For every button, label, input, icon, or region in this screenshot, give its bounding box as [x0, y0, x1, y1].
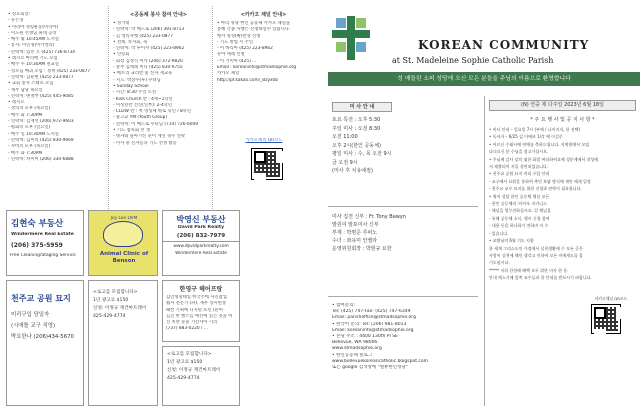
ad-cemetery-title: 천주교 공원 묘지: [11, 294, 71, 303]
announcement-line: • 영어 성당 한인 공동체 채널 모든: [489, 193, 550, 199]
service-line: - Kids Church 반 : 4세~1학년: [113, 96, 173, 102]
ad-slot-line: <로고를 모집합니다>: [93, 290, 138, 295]
service-line: - 회장 김정석 미카 (206) 372-9820: [113, 58, 183, 64]
ad-slot-line: 425-429-4774: [167, 376, 200, 381]
announcement-line: • 교황님의 6월 기도 지향: [489, 238, 534, 244]
contact-line: Bellevue, WA 98006: [332, 340, 378, 346]
clergy-line: 부제 : 박명준 루퍼노: [332, 230, 378, 236]
mass-line: 주일 미사 : 오전 8:30: [332, 125, 381, 132]
ad-slot-1[interactable]: [88, 280, 158, 406]
kakao-line: Email : koreaninfo@stmadsophie.org: [217, 65, 297, 71]
announcement-line: • 주님께 감사 강의 염한 화멀 여러하여요에 성분게에서 작성에: [489, 156, 599, 162]
announcement-line: - 채널을 업무진하십시요. 일 채널을: [489, 208, 551, 214]
group-line: • 미리아 성령운동(미리아): [8, 24, 59, 30]
group-line: - 정의의 모후 (목요일): [8, 106, 51, 112]
group-line: - 연락처: 차미미 (206) 330-6888: [8, 156, 74, 162]
service-line: - 총무 김세레 미디 (425) 830-9755: [113, 65, 183, 71]
service-line: • 메트리 교리반 및 신자 재교육: [113, 71, 173, 77]
kakao-line: 통해 각종 사행은 신청하실수 있습니다.: [217, 27, 291, 33]
banner-title-2: at St. Madeleine Sophie Catholic Parish: [392, 56, 554, 65]
kakao-line: - 기도 방법 시 주일: [217, 39, 254, 45]
announcement-line: 다녀오신 분 수님을 참고가십시오.: [489, 149, 549, 155]
group-line: - 매주 월 10:45AM 도서실: [8, 37, 59, 43]
ad-hair-line: 김만정형태입 한국주에 사진잡업: [166, 295, 227, 300]
announcement-line: - 있습니다.: [489, 230, 509, 236]
group-line: - 연락처: 임민 오 (425) 736-8734: [8, 49, 75, 55]
announcement-line: ***** 저희 한성에 혜택 모두 위한 미사 한 분.: [489, 267, 569, 273]
clinic-doctor: Joy Lee DVM: [110, 216, 138, 221]
ad-animal-clinic[interactable]: [88, 210, 158, 276]
cross-logo-icon: [332, 16, 370, 60]
announcement-line: 서 제출되어 지킬 성인되었습니다.: [489, 164, 549, 170]
ad-slot-2[interactable]: [162, 346, 240, 406]
mass-line: 평일 미사 : 수, 목 오전 9시: [332, 151, 392, 157]
clergy-line: 운영위원회장 : 박현규 요한: [332, 246, 392, 252]
contact-line: 또는 google 검색창에 "벨뷰한인성당": [332, 365, 408, 371]
service-line: - 김 엘리자벳 (425) 233-0877: [113, 33, 174, 39]
mass-line: (미사 후 치유예절): [332, 168, 373, 174]
ad-hair-salon[interactable]: [162, 280, 240, 342]
kakao-qr-code[interactable]: [251, 148, 283, 180]
ad-park-realty[interactable]: [162, 210, 240, 276]
ad-slot-line: 신청: 이정규 재건마트레이: [93, 306, 147, 311]
ad-cemetery-line: 미리구입 당일자: [11, 312, 50, 318]
group-line: - 연락처: 김미라 (425) 830-9669: [8, 137, 74, 143]
service-line: - 병자와 돌아가신 분이 계신 경우 연락: [113, 134, 186, 140]
ad-slot-line: <로고를 모집합니다>: [167, 352, 212, 357]
group-line: - 미도원 선생님 휴대 공의: [8, 30, 57, 36]
group-line: • 성모회장:: [8, 12, 30, 17]
ad-hair-line: (737) 883-0220 / ...: [166, 326, 208, 332]
ad-cemetery-line: 박요한나 (206)434-5670: [11, 334, 74, 340]
ad-hair-line: 산 치란 눈물 기간사이 기리: [166, 320, 218, 326]
service-line: - 연락처: 이 베드로 수녀님 (714) 726-6009: [113, 121, 198, 127]
contact-line: • 본당 주소 : 4400 130th Pl SE: [332, 334, 398, 340]
ad-kim-line: Free Cleaning/Staging Service: [10, 253, 76, 259]
clergy-line: 발원여 말포미사 신부: [332, 222, 379, 228]
banner: [328, 6, 640, 90]
group-line: - 자비의 모후 (목요일): [8, 144, 51, 150]
mass-line: 오전 11:00: [332, 134, 358, 140]
mass-line: 오후 2시(한인 공동체): [332, 142, 381, 149]
announcement-line: - 교구에서 묘원을 통하여 추민 보답 방식에 제안 에게 일정: [489, 178, 591, 184]
service-line: - 지도: 박상수(루) 수녀님: [113, 77, 161, 83]
group-line: - 매주 화 7:30PM: [8, 150, 43, 156]
clergy-line: 미사 집전 신부 : Fr. Tony Bawyn: [332, 214, 407, 220]
kakao-line: 유아 세례 신청: [217, 52, 245, 58]
announcement-line: • 미사 안내 – 일요일 7시 (부에 / 나이지지, 한 선택): [489, 127, 581, 132]
group-line: - 연락처: 김재선 (206) 972-9603: [8, 119, 74, 125]
announcements: [484, 96, 640, 406]
contact-line: Email: koreaninfo@stmadsophie.org: [332, 327, 414, 333]
announcement-line: 사람이 실천에 해인 생각고 인하여 모든 이에게도를 몸: [489, 252, 583, 258]
bulletin-date: (N) 연중 제 다주일 2023년 6월 18일: [489, 100, 636, 111]
right-half: [328, 6, 640, 408]
group-line: - 연락처: 김순현 (425) 233-0877: [8, 74, 74, 80]
kakao-line: 카카오 채널: [217, 71, 240, 77]
ad-cemetery-line: (시애틀 교구 직영): [11, 323, 56, 329]
service-line: - 미성년반 견진(일부): 2-4학년: [113, 102, 172, 108]
group-line: • 레지오: [8, 100, 25, 106]
announcement-line: • 어르신 수태시에 연예를 축하드립니다. 지역원에서 모임: [489, 141, 590, 147]
service-line: • 연령회: [113, 52, 130, 58]
ad-kim-realestate[interactable]: [6, 210, 84, 276]
service-line: • 전례, 복사회, 독: [113, 39, 148, 45]
contact-line: • 참여문의:: [332, 303, 355, 308]
announcement-line: 기도합시다.: [489, 260, 510, 266]
clergy-line: 수녀 : 좌유미 안젤라: [332, 238, 378, 244]
ad-park-sub: David Park Realty: [177, 225, 225, 230]
announcement-line: 안내 메스기에 앞쪽 교우들과 할 안내를 받으시기 바랍니다.: [489, 275, 592, 281]
announcement-line: 한 세계 그리스도인 가정에서 실천생활에 수 모든 곳은: [489, 245, 583, 251]
ad-hair-line: 김진 한 빨스를 에신에 있는 것을 여: [166, 313, 233, 319]
group-line: - 성모님 매괴 모임 : 정재 (425) 233-0877: [8, 68, 91, 74]
contact-line: www.stmadsophie.org: [332, 346, 382, 352]
group-line: - 재무 담당 목요일: [8, 87, 43, 93]
group-line: - 연락처: 변철부 (425) 445-9085: [8, 93, 74, 99]
ad-park-phone: (206) 832-7979: [176, 233, 226, 240]
mass-header: 미 사 안 내: [332, 102, 392, 112]
announcement-line: - 내용 등을 하나하기 전하며 자 수: [489, 223, 549, 229]
group-line: - 매주 일 10:30AM 도서실: [8, 131, 59, 137]
group-line: • 교회 봉사 스태프 모임: [8, 81, 54, 87]
banner-tagline: 성 매들린 소피 성당에 오신 모든 분들을 주님의 이름으로 환영합니다: [328, 72, 640, 86]
ad-hair-title: 한영구 헤어프랑: [179, 286, 223, 293]
group-line: • 레지오 마리애 기도 모임: [8, 56, 58, 62]
service-line: - 연락처: 박 루이사 (425) 223-8962: [113, 46, 185, 52]
banner-title-1: KOREAN COMMUNITY: [418, 38, 590, 52]
ad-slot-line: 1년 광고료 $150: [167, 360, 203, 365]
kakao-line: http://pf.kakao.com/_Bzyx0b: [217, 77, 278, 83]
service-line: - 중고교 YM (Youth Group): [113, 115, 168, 121]
contact-info: [328, 296, 478, 406]
mass-schedule: [328, 96, 478, 206]
ad-kim-sub: Windermere Real Estate: [11, 232, 74, 237]
service-line: - 시간: 8:30 주일 오전: [113, 90, 157, 96]
service-line: - 연락처: 박 베드로 (206) 391-8713: [113, 27, 185, 33]
service-header: <공동체 봉사 참여 안내>: [129, 12, 188, 18]
service-line: - 미사 중 신자들과 기도 선생 활동: [113, 140, 177, 146]
clergy-info: [328, 206, 478, 276]
ad-park-title: 박영신 부동산: [176, 215, 226, 224]
bulletin-qr-code[interactable]: [591, 304, 621, 334]
ad-slot-line: 신청: 이정규 재건마트레이: [167, 368, 221, 373]
group-line: - 평화의 모후 (일요일): [8, 125, 51, 131]
announcement-line: - 천주교 교우 묘지를 위한 신청과 연락이 필요합니다.: [489, 186, 582, 192]
service-line: • 기도 침묵회 선 생: [113, 128, 151, 134]
contact-line: www.bellevuekoreancatholic.blogspot.com: [332, 358, 429, 364]
service-line: • Sunday School: [113, 83, 149, 89]
group-line: - 매주 화 7:30PM: [8, 112, 43, 118]
bulletin-qr-caption: 카카오채널 QR코드: [594, 296, 628, 301]
contact-line: • 한국어 문의: Tel: (206) 981-8013: [332, 321, 407, 327]
ad-slot-line: 425-429-4774: [93, 314, 126, 319]
mass-line: 금 오전 9시: [332, 159, 358, 166]
kakao-line: - 이 거미아 (425) ...: [217, 58, 257, 64]
group-line: - 유은경: [8, 18, 24, 24]
ad-kim-title: 김현숙 부동산: [11, 219, 64, 229]
ad-cemetery[interactable]: [6, 280, 84, 406]
contact-line: • 한인공동체 블로그: [332, 352, 373, 358]
ad-kim-phone: (206) 375-5959: [11, 242, 63, 250]
contact-line: Tel: (425) 747-Fax: (425) 747-6349: [332, 309, 411, 315]
kakao-line: • 마리 성당 한인 공동체 카카오 채널을: [217, 21, 290, 26]
kakao-line: 행사 영성(확)완성 신청: [217, 33, 261, 39]
service-line: • 성가대: [113, 21, 130, 26]
ad-park-web: www.dpvidparkrealty.com: [163, 241, 239, 250]
announcement-line: - 한인 공동체의 '카카오 지키니스: [489, 201, 547, 207]
contact-line: Email: parishoffice@stmadsophie.org: [332, 315, 416, 321]
ad-park-foot: Windermere Real Estate: [175, 250, 227, 256]
group-line: - 봉사: 이연정(미카엘라): [8, 43, 55, 49]
clinic-logo-icon: [103, 221, 143, 247]
announcements-title: * 주 요 행 사 및 공 지 사 항 *: [530, 117, 595, 123]
group-line: - 매주 수 10:30AM 친교실: [8, 62, 59, 68]
kakao-header: <카카오 채널 안내>: [240, 12, 287, 18]
announcement-line: • 독서자 – 6/25 김 이에즈 1/각 에 이걸문: [489, 134, 563, 140]
ad-hair-line: 패션 기획에 디지털 프린 (분여: [166, 307, 223, 313]
mass-line: 토요 특전 : 오후 5:30: [332, 117, 381, 123]
clinic-title: Animal Clinic of Benson: [99, 251, 149, 264]
ad-slot-line: 1년 광고료 $150: [93, 298, 129, 303]
ad-hair-line: 월사 전문가 (파), 재무 상시현장: [166, 301, 226, 307]
kakao-qr-caption: 카카오채널 QR코드: [245, 138, 283, 143]
left-half: [4, 6, 316, 408]
kakao-line: - 이 바리아 (425) 223-8962: [217, 46, 273, 52]
announcement-line: • 천주교 공원 묘지 미리 구입 안내: [489, 171, 550, 177]
service-line: - CLDW 반 : 첫 영성체 바로 학년 / 8학년: [113, 109, 192, 115]
announcement-line: - 통해 공동체 소식, 행사 신청 참여: [489, 215, 550, 221]
